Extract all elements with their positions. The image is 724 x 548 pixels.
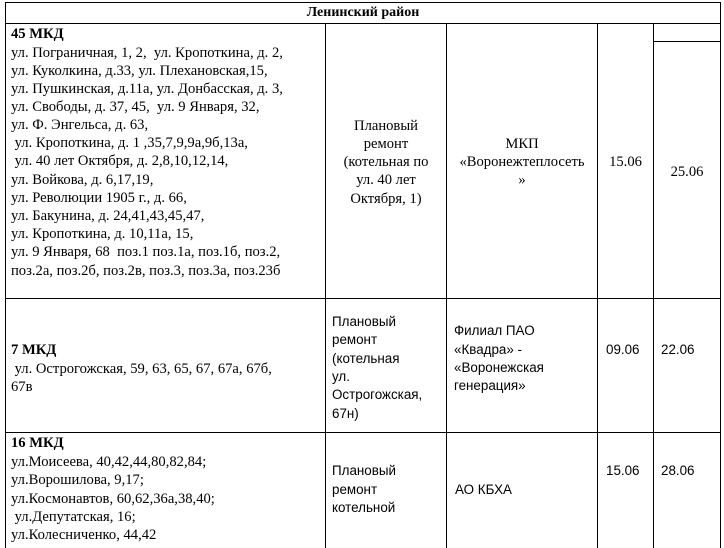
table-border-right <box>720 2 721 548</box>
row-divider-2 <box>5 432 721 433</box>
header-divider <box>5 23 721 24</box>
row-2-off-date: 09.06 <box>606 342 640 357</box>
row-1-count: 45 МКД <box>11 26 64 42</box>
row-3-on-date: 28.06 <box>661 463 695 478</box>
row-divider-1 <box>5 298 721 299</box>
reason-line: котельной <box>332 500 396 515</box>
reason-line: 67н) <box>332 406 359 421</box>
organization-line: » <box>518 172 526 188</box>
address-line: ул. Бакунина, д. 24,41,43,45,47, <box>11 208 205 224</box>
reason-line: Острогожская, <box>332 387 423 402</box>
address-line: ул. Кропоткина, д. 10,11а, 15, <box>11 226 194 242</box>
row-3-organization: АО КБХА <box>455 482 512 497</box>
address-line: ул.Моисеева, 40,42,44,80,82,84; <box>11 454 207 470</box>
address-line: ул. 40 лет Октября, д. 2,8,10,12,14, <box>11 153 229 169</box>
column-divider-1 <box>325 23 326 548</box>
reason-line: Плановый <box>354 118 418 134</box>
organization-line: МКП <box>505 136 539 152</box>
address-line: ул. Пограничная, 1, 2, ул. Кропоткина, д. 2, <box>11 45 283 61</box>
row-3-off-date: 15.06 <box>606 463 640 478</box>
column-divider-2 <box>446 23 447 548</box>
column-divider-4 <box>653 23 654 548</box>
column-divider-3 <box>597 23 598 548</box>
address-line: 67в <box>11 379 33 395</box>
row-3-count: 16 МКД <box>11 435 64 451</box>
address-line: ул.Колесниченко, 44,42 <box>11 527 157 543</box>
row-2-count: 7 МКД <box>11 342 57 358</box>
organization-line: «Квадра» - <box>454 342 522 357</box>
address-line: ул. Войкова, д. 6,17,19, <box>11 172 154 188</box>
address-line: ул. 9 Января, 68 поз.1 поз.1а, поз.1б, поз.2, <box>11 244 281 260</box>
row-2-on-date: 22.06 <box>661 342 695 357</box>
reason-line: (котельная <box>332 351 400 366</box>
reason-line: ул. 40 лет <box>356 172 416 188</box>
address-line: ул.Ворошилова, 9,17; <box>11 472 144 488</box>
address-line: ул.Космонавтов, 60,62,36а,38,40; <box>11 491 215 507</box>
address-line: ул. Ф. Энгельса, д. 63, <box>11 117 149 133</box>
address-line: ул. Пушкинская, д.11а, ул. Донбасская, д. 3, <box>11 81 283 97</box>
table-border-left <box>5 2 6 548</box>
address-line: поз.2а, поз.2б, поз.2в, поз.3, поз.3а, поз.23б <box>11 263 281 279</box>
reason-line: ул. <box>332 369 350 384</box>
address-line: ул. Острогожская, 59, 63, 65, 67, 67а, 67б, <box>11 361 272 377</box>
address-line: ул. Свободы, д. 37, 45, ул. 9 Января, 32, <box>11 99 260 115</box>
reason-line: ремонт <box>332 332 378 347</box>
extra-column-divider <box>653 41 721 42</box>
address-line: ул. Куколкина, д.33, ул. Плехановская,15, <box>11 63 268 79</box>
table-border-top <box>5 2 721 3</box>
address-line: ул. Революции 1905 г., д. 66, <box>11 190 187 206</box>
reason-line: Плановый <box>332 314 396 329</box>
organization-line: Филиал ПАО <box>454 323 535 338</box>
district-title: Ленинский район <box>306 5 420 20</box>
row-1-off-date: 15.06 <box>609 154 642 170</box>
organization-line: «Воронежтеплосеть <box>459 154 585 170</box>
reason-line: ремонт <box>332 482 378 497</box>
organization-line: генерация» <box>454 378 526 393</box>
organization-line: «Воронежская <box>454 360 544 375</box>
reason-line: (котельная по <box>343 154 429 170</box>
reason-line: Октября, 1) <box>350 191 422 207</box>
address-line: ул. Кропоткина, д. 1 ,35,7,9,9а,9б,13а, <box>11 135 248 151</box>
address-line: ул.Депутатская, 16; <box>11 509 136 525</box>
reason-line: ремонт <box>363 136 409 152</box>
reason-line: Плановый <box>332 463 396 478</box>
row-1-on-date: 25.06 <box>670 164 704 180</box>
